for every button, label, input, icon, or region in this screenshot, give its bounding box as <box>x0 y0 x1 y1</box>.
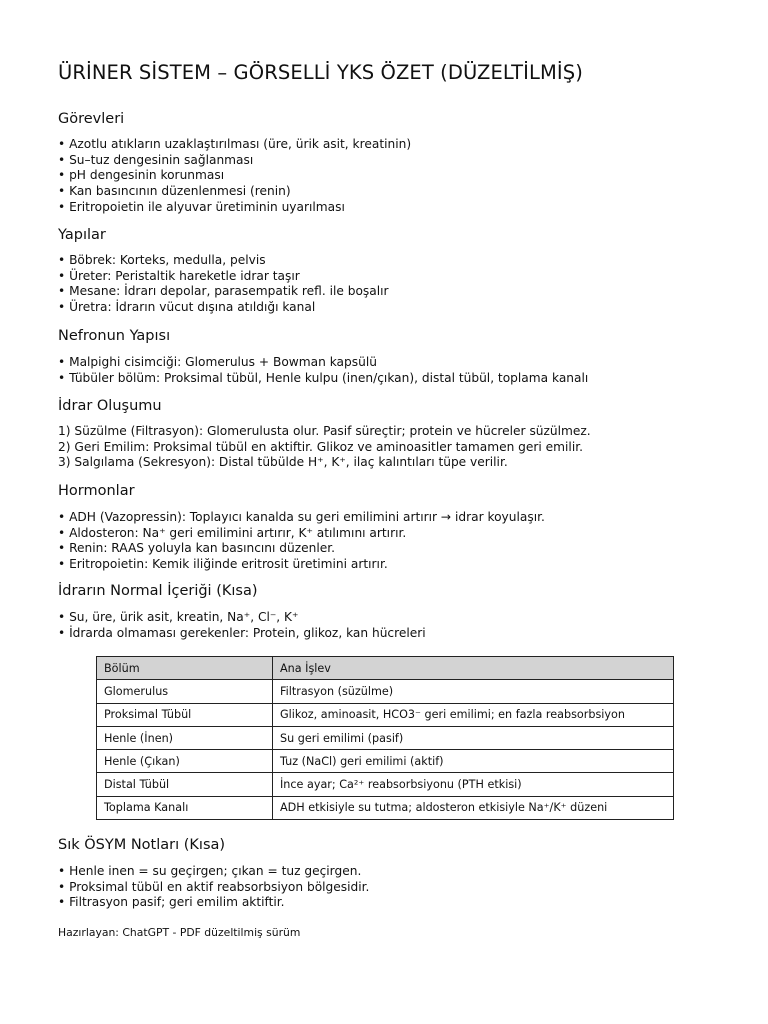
section-heading-osym-notlari: Sık ÖSYM Notları (Kısa) <box>58 837 226 853</box>
section-heading-yapilar: Yapılar <box>58 227 106 243</box>
section-list-yapilar <box>58 253 389 316</box>
list-item: • Tübüler bölüm: Proksimal tübül, Henle kulpu (inen/çıkan), distal tübül, toplama kanalı <box>58 370 589 385</box>
table-cell: Henle (Çıkan) <box>97 750 273 773</box>
list-item: • Eritropoietin ile alyuvar üretiminin uyarılması <box>58 199 345 214</box>
table-row <box>97 703 674 726</box>
table-cell: Glikoz, aminoasit, HCO3⁻ geri emilimi; en fazla reabsorbsiyon <box>273 703 674 726</box>
list-item: • Böbrek: Korteks, medulla, pelvis <box>58 253 266 267</box>
list-item: • Üreter: Peristaltik hareketle idrar taşır <box>58 268 300 283</box>
list-item: • Aldosteron: Na⁺ geri emilimini artırır, K⁺ atılımını artırır. <box>58 525 407 540</box>
table-cell: Tuz (NaCl) geri emilimi (aktif) <box>273 750 674 773</box>
table-cell: Glomerulus <box>97 680 273 703</box>
list-item: 3) Salgılama (Sekresyon): Distal tübülde H⁺, K⁺, ilaç kalıntıları tüpe verilir. <box>58 455 508 470</box>
table-header-row <box>97 657 674 680</box>
section-heading-nefron: Nefronun Yapısı <box>58 328 171 344</box>
section-heading-hormonlar: Hormonlar <box>58 483 135 499</box>
list-item: • Su–tuz dengesinin sağlanması <box>58 152 254 167</box>
list-item: • Mesane: İdrarı depolar, parasempatik refl. ile boşalır <box>58 284 389 299</box>
list-item: • Kan basıncının düzenlenmesi (renin) <box>58 184 291 199</box>
list-item: • İdrarda olmaması gerekenler: Protein, glikoz, kan hücreleri <box>58 625 426 640</box>
nefron-function-table <box>96 656 674 820</box>
section-list-idrar-olusumu <box>58 424 591 471</box>
list-item: • pH dengesinin korunması <box>58 168 225 183</box>
table-cell: Filtrasyon (süzülme) <box>273 680 674 703</box>
list-item: • ADH (Vazopressin): Toplayıcı kanalda su geri emilimini artırır → idrar koyulaşır. <box>58 510 545 524</box>
list-item: • Eritropoietin: Kemik iliğinde eritrosit üretimini artırır. <box>58 557 388 572</box>
section-list-idrar-icerigi <box>58 610 426 641</box>
section-list-osym-notlari <box>58 864 369 911</box>
list-item: • Proksimal tübül en aktif reabsorbsiyon bölgesidir. <box>58 879 370 894</box>
section-list-hormonlar <box>58 510 545 573</box>
section-list-nefron <box>58 355 588 386</box>
table-row <box>97 773 674 796</box>
table-cell: İnce ayar; Ca²⁺ reabsorbsiyonu (PTH etkisi) <box>273 773 674 796</box>
table-cell: Henle (İnen) <box>97 726 273 749</box>
table-row <box>97 750 674 773</box>
section-heading-idrar-olusumu: İdrar Oluşumu <box>58 398 162 414</box>
document-title: ÜRİNER SİSTEM – GÖRSELLİ YKS ÖZET (DÜZELTİLMİŞ) <box>58 61 583 84</box>
list-item: • Su, üre, ürik asit, kreatin, Na⁺, Cl⁻, K⁺ <box>58 610 299 624</box>
list-item: 2) Geri Emilim: Proksimal tübül en aktiftir. Glikoz ve aminoasitler tamamen geri emilir. <box>58 439 583 454</box>
list-item: • Üretra: İdrarın vücut dışına atıldığı kanal <box>58 300 316 315</box>
list-item: 1) Süzülme (Filtrasyon): Glomerulusta olur. Pasif süreçtir; protein ve hücreler süzülmez. <box>58 424 591 438</box>
list-item: • Filtrasyon pasif; geri emilim aktiftir. <box>58 895 285 910</box>
list-item: • Renin: RAAS yoluyla kan basıncını düzenler. <box>58 541 335 556</box>
table-header-cell: Bölüm <box>97 657 273 680</box>
section-heading-gorevleri: Görevleri <box>58 111 125 127</box>
table-header-cell: Ana İşlev <box>273 657 674 680</box>
table-row <box>97 680 674 703</box>
table-row <box>97 796 674 819</box>
section-list-gorevleri <box>58 137 411 215</box>
document-footer: Hazırlayan: ChatGPT - PDF düzeltilmiş sürüm <box>58 926 301 939</box>
list-item: • Azotlu atıkların uzaklaştırılması (üre, ürik asit, kreatinin) <box>58 137 412 151</box>
table-cell: Toplama Kanalı <box>97 796 273 819</box>
table-cell: Su geri emilimi (pasif) <box>273 726 674 749</box>
list-item: • Henle inen = su geçirgen; çıkan = tuz geçirgen. <box>58 864 362 878</box>
table-cell: Proksimal Tübül <box>97 703 273 726</box>
table-row <box>97 726 674 749</box>
table-cell: Distal Tübül <box>97 773 273 796</box>
table-cell: ADH etkisiyle su tutma; aldosteron etkisiyle Na⁺/K⁺ düzeni <box>273 796 674 819</box>
list-item: • Malpighi cisimciği: Glomerulus + Bowman kapsülü <box>58 355 377 369</box>
section-heading-idrar-icerigi: İdrarın Normal İçeriği (Kısa) <box>58 583 258 599</box>
